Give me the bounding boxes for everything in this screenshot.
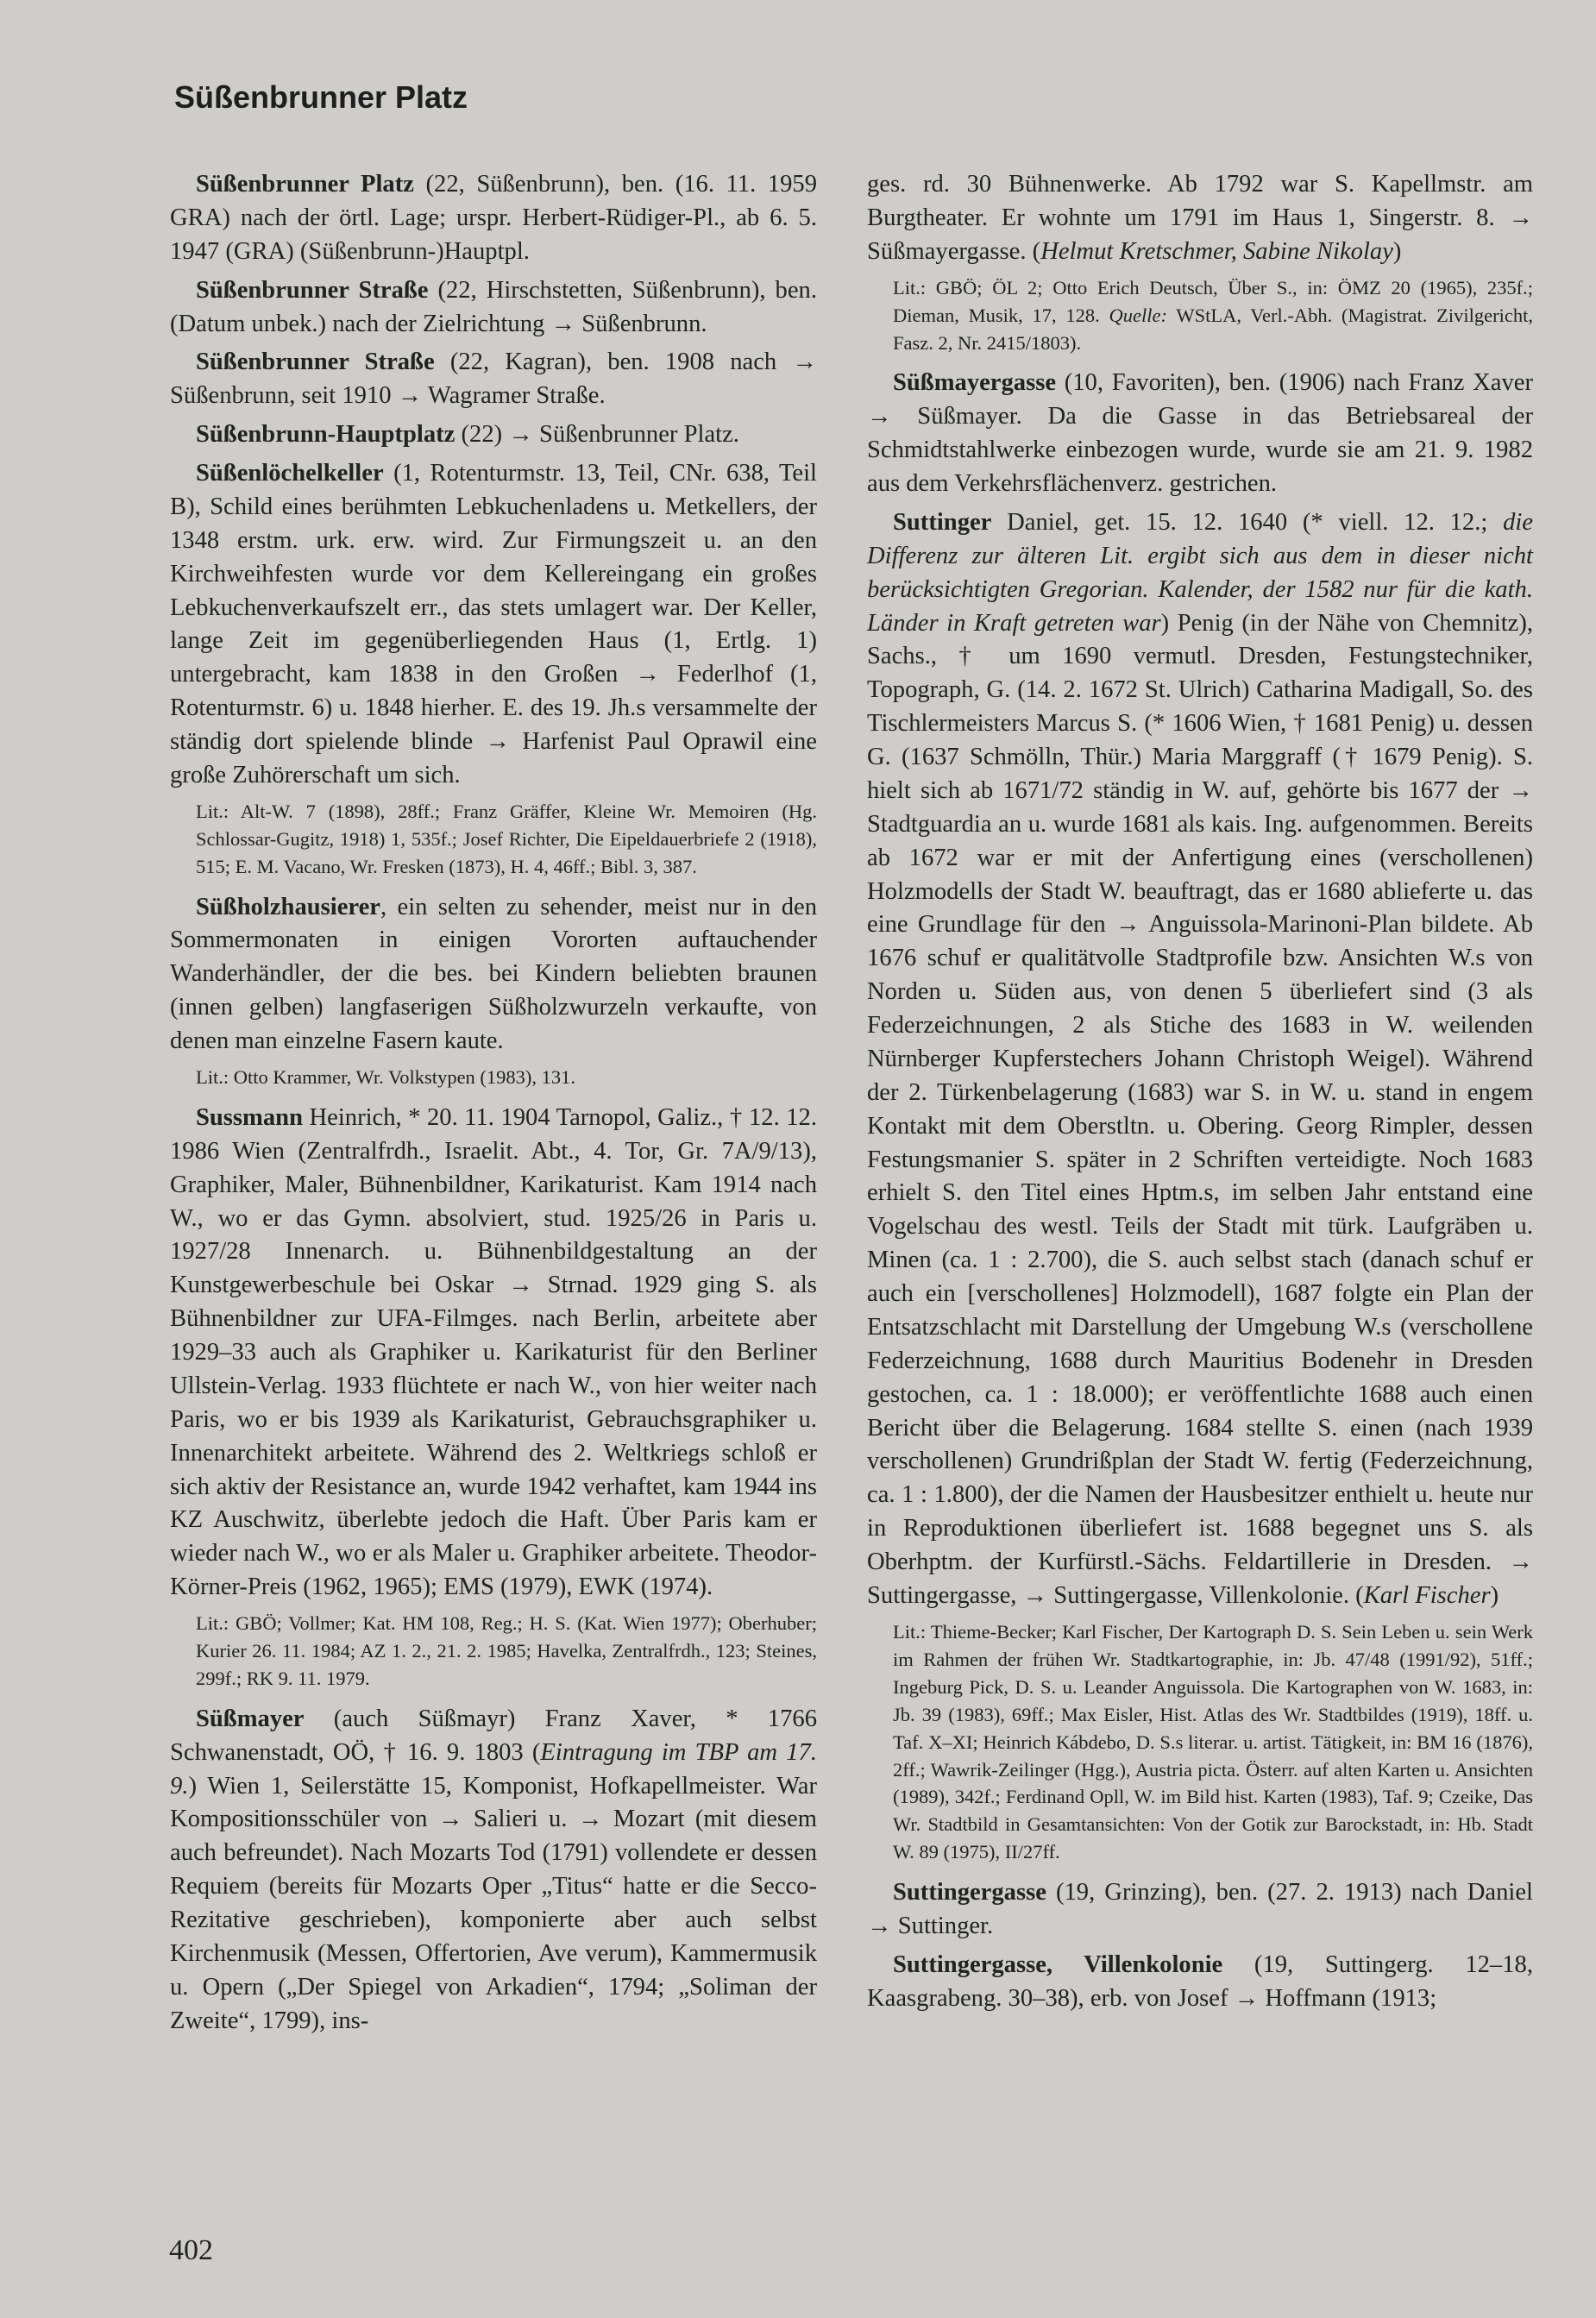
page-header-title: Süßenbrunner Platz xyxy=(174,79,468,115)
headword: Suttingergasse xyxy=(893,1879,1046,1907)
entry-text: (22, Hirschstetten, Süßenbrunn), ben. (Datum unbek.) nach der Zielrichtung → Süßenbrunn. xyxy=(170,276,817,337)
headword: Süßmayer xyxy=(196,1705,305,1732)
entry-text: (19, Grinzing), ben. (27. 2. 1913) nach Daniel → Suttinger. xyxy=(867,1879,1533,1940)
headword: Süßenbrunn-Hauptplatz xyxy=(196,421,456,449)
entry xyxy=(170,1703,817,2038)
lit-italic: Quelle: xyxy=(1109,304,1167,326)
headword: Süßenbrunner Straße xyxy=(196,276,429,304)
entry-italic: die Differenz zur älteren Lit. ergibt sich aus dem in dieser nicht berücksichtigten Gregorian. Kalender, der 1582 nur für die kath. Länder in Kraft getreten war xyxy=(867,508,1533,637)
entry xyxy=(170,418,817,452)
lit-text: Lit.: GBÖ; ÖL 2; Otto Erich Deutsch, Über S., in: ÖMZ 20 (1965), 235f.; Dieman, Musik, 17, 128. xyxy=(893,276,1533,326)
headword: Süßmayergasse xyxy=(893,369,1057,397)
page-number: 402 xyxy=(169,2234,213,2266)
entry-text: Heinrich, * 20. 11. 1904 Tarnopol, Galiz., † 12. 12. 1986 Wien (Zentralfrdh., Israelit. Abt., 4. Tor, Gr. 7A/9/13), Graphiker, Maler, Bühnenbildner, Karikaturist. Kam 1914 nach W., wo er das Gymn. absolviert, stud. 1925/26 in Paris u. 1927/28 Innenarch. u. Bühnenbildgestaltung an der Kunstgewerbeschule bei Oskar → Strnad. 1929 ging S. als Bühnenbildner zur UFA-Filmges. nach Berlin, arbeitete aber 1929–33 auch als Graphiker u. Karikaturist für den Berliner Ullstein-Verlag. 1933 flüchtete er nach W., von hier weiter nach Paris, wo er bis 1939 als Karikaturist, Gebrauchsgraphiker u. Innenarchitekt arbeitete. Während des 2. Weltkriegs schloß er sich aktiv der Resistance an, wurde 1942 verhaftet, kam 1944 ins KZ Auschwitz, überlebte jedoch die Haft. Über Paris kam er wieder nach W., wo er als Maler u. Graphiker arbeitete. Theodor-Körner-Preis (1962, 1965); EMS (1979), EWK (1974). xyxy=(170,1103,817,1601)
entry xyxy=(170,168,817,269)
entry xyxy=(170,891,817,1058)
entry-text: (22, Kagran), ben. 1908 nach → Süßenbrunn, seit 1910 → Wagramer Straße. xyxy=(170,349,817,410)
entry-text: (22, Süßenbrunn), ben. (16. 11. 1959 GRA) nach der örtl. Lage; urspr. Herbert-Rüdiger-Pl., ab 6. 5. 1947 (GRA) (Süßenbrunn-)Hauptpl. xyxy=(170,171,817,265)
headword: Sussmann xyxy=(196,1103,303,1131)
literature-note: Lit.: GBÖ; Vollmer; Kat. HM 108, Reg.; H. S. (Kat. Wien 1977); Oberhuber; Kurier 26. 11. 1984; AZ 1. 2., 21. 2. 1985; Havelka, Zentralfrdh., 123; Steines, 299f.; RK 9. 11. 1979. xyxy=(196,1612,817,1689)
entry xyxy=(867,1876,1533,1944)
entry xyxy=(170,1102,817,1605)
entry-text: , ein selten zu sehender, meist nur in den Sommermonaten in einigen Vororten auftauchender Wanderhändler, der die bes. bei Kindern beliebten braunen (innen gelben) langfaserigen Süßholzwurzeln verkaufte, von denen man einzelne Fasern kaute. xyxy=(170,893,817,1055)
entry-text: (19, Suttingerg. 12–18, Kaasgrabeng. 30–38), erb. von Josef → Hoffmann (1913; xyxy=(867,1951,1533,2012)
entry-continuation xyxy=(867,168,1533,269)
entry xyxy=(170,346,817,413)
literature-note: Lit.: Thieme-Becker; Karl Fischer, Der Kartograph D. S. Sein Leben u. sein Werk im Rahmen der frühen Wr. Stadtkartographie, in: Jb. 47/48 (1991/92), 51ff.; Ingeburg Pick, D. S. u. Leander Anguissola. Die Kartographen von W. 1683, in: Jb. 39 (1983), 69ff.; Max Eisler, Hist. Atlas des Wr. Stadtbildes (1919), 18ff. u. Taf. X–XI; Heinrich Kábdebo, D. S.s literar. u. artist. Tätigkeit, in: BM 16 (1876), 2ff.; Wawrik-Zeilinger (Hgg.), Austria picta. Österr. auf alten Karten u. Ansichten (1989), 342f.; Ferdinand Opll, W. im Bild hist. Karten (1983), Taf. 9; Czeike, Das Wr. Stadtbild in Gesamtansichten: Von der Gotik zur Barockstadt, in: Hb. Stadt W. 89 (1975), II/27ff. xyxy=(893,1620,1533,1863)
entry-text: ) xyxy=(1392,237,1402,265)
entry-text: ) xyxy=(1490,1581,1499,1609)
entry-text: ) Penig (in der Nähe von Chemnitz), Sachs., † um 1690 vermutl. Dresden, Festungstechniker, Topograph, G. (14. 2. 1672 St. Ulrich) Catharina Madigall, So. des Tischlermeisters Marcus S. (* 1606 Wien, † 1681 Penig) u. dessen G. (1637 Schmölln, Thür.) Maria Marggraff († 1679 Penig). S. hielt sich ab 1671/72 ständig in W. auf, gehörte bis 1677 der → Stadtguardia an u. wurde 1681 als kais. Ing. aufgenommen. Bereits ab 1672 war er mit der Anfertigung eines (verschollenen) Holzmodells der Stadt W. beauftragt, das er 1680 ablieferte u. das eine Grundlage für den → Anguissola-Marinoni-Plan bildete. Ab 1676 schuf er qualitätvolle Stadtprofile bzw. Ansichten W.s von Norden u. Süden aus, von denen 5 überliefert sind (3 als Federzeichnungen, 2 als Stiche des 1683 in W. weilenden Nürnberger Kupferstechers Johann Christoph Weigel). Während der 2. Türkenbelagerung (1683) war S. in W. u. stand in engem Kontakt mit dem Oberstltn. u. Obering. Georg Rimpler, dessen Festungsmanier S. später in 2 Schriften verteidigte. Noch 1683 erhielt S. den Titel eines Hptm.s, im selben Jahr entstand eine Vogelschau des westl. Teils der Stadt mit türk. Laufgräben u. Minen (ca. 1 : 2.700), die S. auch selbst stach (danach schuf er auch ein [verschollenes] Holzmodell), 1687 folgte ein Plan der Entsatzschlacht mit Darstellung der Umgebung W.s (verschollene Federzeichnung, 1688 durch Mauritius Bodenehr in Dresden gestochen, ca. 1 : 18.000); er veröffentlichte 1688 auch einen Bericht über die Belagerung. 1684 stellte S. einen (nach 1939 verschollenen) Grundrißplan der Stadt W. fertig (Federzeichnung, ca. 1 : 1.800), der die Namen der Hausbesitzer enthielt u. heute nur in Reproduktionen überliefert ist. 1688 begegnet uns S. als Oberhptm. der Kurfürstl.-Sächs. Feldartillerie in Dresden. → Suttingergasse, → Suttingergasse, Villenkolonie. ( xyxy=(867,609,1534,1609)
headword: Süßenbrunner Straße xyxy=(196,349,435,376)
entry xyxy=(867,1949,1533,2016)
author-credit: Helmut Kretschmer, Sabine Nikolay xyxy=(1040,237,1393,265)
entry-text: (22) → Süßenbrunner Platz. xyxy=(455,421,739,449)
entry xyxy=(867,367,1533,501)
headword: Süßenlöchelkeller xyxy=(196,460,384,487)
headword: Süßenbrunner Platz xyxy=(196,171,414,198)
entry-text: ) Wien 1, Seilerstätte 15, Komponist, Hofkapellmeister. War Kompositionsschüler von → Salieri u. → Mozart (mit diesem auch befreundet). Nach Mozarts Tod (1791) vollendete er dessen Requiem (bereits für Mozarts Oper „Titus“ hatte er die Secco-Rezitative geschrieben), komponierte aber auch selbst Kirchenmusik (Messen, Offertorien, Ave verum), Kammermusik u. Opern („Der Spiegel von Arkadien“, 1794; „Soliman der Zweite“, 1799), ins- xyxy=(170,1772,817,2034)
entry-text: (1, Rotenturmstr. 13, Teil, CNr. 638, Teil B), Schild eines berühmten Lebkuchenladens u. Metkellers, der 1348 erstm. urk. erw. wird. Zur Firmungszeit u. an den Kirchweihfesten wurde vor dem Kellereingang ein großes Lebkuchenverkaufszelt err., das stets umlagert war. Der Keller, lange Zeit im gegenüberliegenden Haus (1, Ertlg. 1) untergebracht, kam 1838 in den Großen → Federlhof (1, Rotenturmstr. 6) u. 1848 hierher. E. des 19. Jh.s versammelte der ständig dort spielende blinde → Harfenist Paul Oprawil eine große Zuhörerschaft um sich. xyxy=(170,460,817,788)
left-column xyxy=(170,168,817,2044)
lit-text: WStLA, Verl.-Abh. (Magistrat. Zivilgericht, Fasz. 2, Nr. 2415/1803). xyxy=(893,304,1533,354)
entry-text: ges. rd. 30 Bühnenwerke. Ab 1792 war S. Kapellmstr. am Burgtheater. Er wohnte um 1791 im Haus 1, Singerstr. 8. → Süßmayergasse. ( xyxy=(867,171,1533,265)
headword: Süßholzhausierer xyxy=(196,893,380,920)
headword: Suttingergasse, Villenkolonie xyxy=(893,1951,1223,1978)
right-column xyxy=(867,168,1533,2021)
author-credit: Karl Fischer xyxy=(1363,1581,1491,1609)
entry xyxy=(170,274,817,342)
entry-text: (auch Süßmayr) Franz Xaver, * 1766 Schwanenstadt, OÖ, † 16. 9. 1803 ( xyxy=(170,1705,817,1766)
entry xyxy=(867,506,1533,1613)
entry-italic: Eintragung im TBP am 17. 9. xyxy=(170,1738,817,1800)
entry-text: Daniel, get. 15. 12. 1640 (* viell. 12. 12.; xyxy=(991,508,1504,536)
entry-text: (10, Favoriten), ben. (1906) nach Franz Xaver → Süßmayer. Da die Gasse in das Betriebsareal der Schmidtstahlwerke einbezogen wurde, wurde sie am 21. 9. 1982 aus dem Verkehrsflächenverz. gestrichen. xyxy=(867,369,1533,498)
headword: Suttinger xyxy=(893,508,992,536)
literature-note: Lit.: Alt-W. 7 (1898), 28ff.; Franz Gräffer, Kleine Wr. Memoiren (Hg. Schlossar-Gugitz, 1918) 1, 535f.; Josef Richter, Die Eipeldauerbriefe 2 (1918), 515; E. M. Vacano, Wr. Fresken (1873), H. 4, 46ff.; Bibl. 3, 387. xyxy=(196,800,817,877)
literature-note: Lit.: Otto Krammer, Wr. Volkstypen (1983), 131. xyxy=(196,1065,576,1088)
literature-note xyxy=(867,274,1533,357)
entry xyxy=(170,457,817,793)
